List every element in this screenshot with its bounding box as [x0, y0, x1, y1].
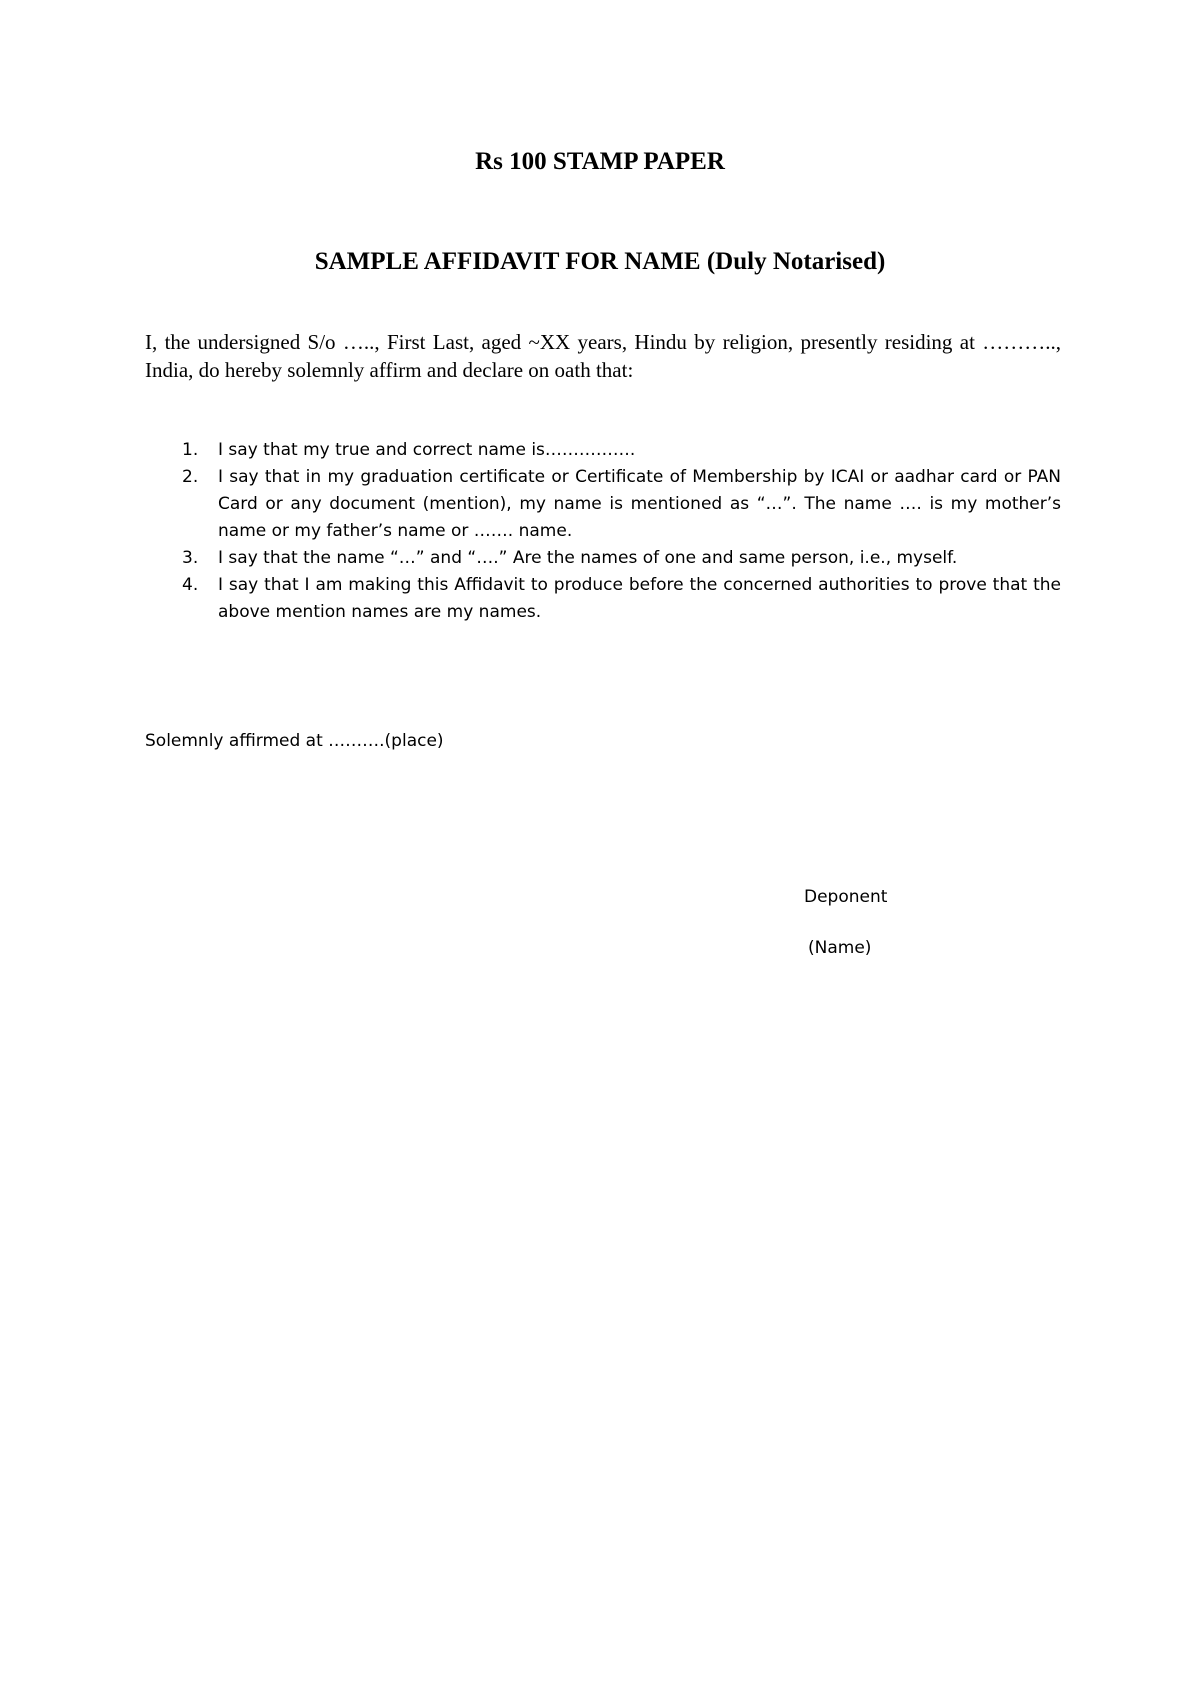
clause-list — [145, 437, 1061, 626]
list-item — [145, 464, 1061, 545]
deponent-label: Deponent — [804, 887, 888, 907]
clause-number: 2. — [182, 467, 199, 487]
list-item — [145, 437, 1061, 464]
clause-text: I say that the name “…” and “….” Are the names of one and same person, i.e., myself. — [218, 548, 958, 568]
clause-text: I say that my true and correct name is……………. — [218, 440, 636, 460]
clause-text: I say that I am making this Affidavit to produce before the concerned authorities to prove that the above mention names are my names. — [218, 575, 1061, 622]
clause-number: 3. — [182, 548, 199, 568]
list-item — [145, 545, 1061, 572]
clause-number: 1. — [182, 440, 199, 460]
list-item — [145, 572, 1061, 626]
affirmation-line: Solemnly affirmed at ……….(place) — [145, 731, 444, 751]
stamp-paper-heading: Rs 100 STAMP PAPER — [475, 148, 725, 175]
clause-number: 4. — [182, 575, 199, 595]
affidavit-title: SAMPLE AFFIDAVIT FOR NAME (Duly Notarised) — [314, 248, 886, 275]
intro-paragraph: I, the undersigned S/o ….., First Last, aged ~XX years, Hindu by religion, presently residing at ……….., India, do hereby solemnly affirm and declare on oath that: — [145, 330, 1061, 382]
deponent-name-placeholder: (Name) — [808, 938, 872, 958]
clause-text: I say that in my graduation certificate or Certificate of Membership by ICAI or aadhar card or PAN Card or any document (mention), my name is mentioned as “…”. The name …. is my mother’s name or my father’s name or ……. name. — [218, 467, 1061, 541]
